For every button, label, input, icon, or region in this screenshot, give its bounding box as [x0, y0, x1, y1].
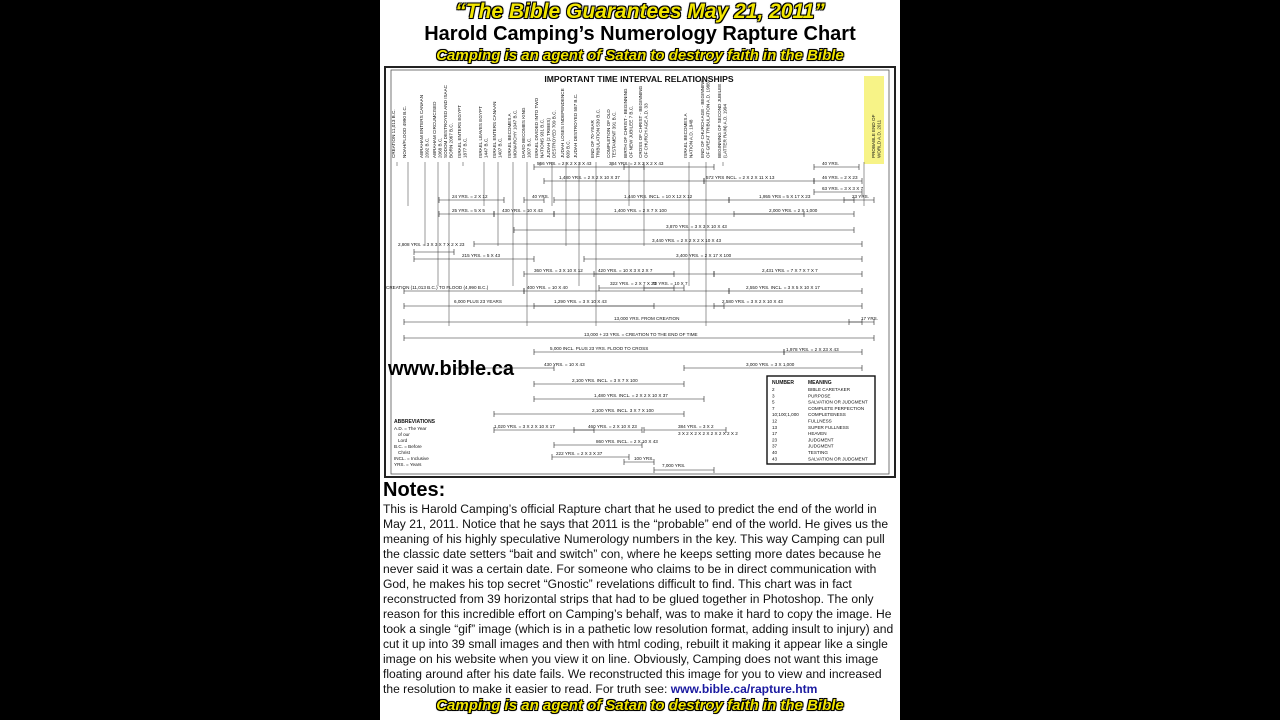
svg-text:ISRAEL BECOMES A: ISRAEL BECOMES A [507, 113, 512, 158]
interval-label-19: 3,400 YRS. = 2 X 17 X 100 [676, 253, 732, 258]
interval-label-5: 46 YRS. = 2 X 23 [822, 175, 858, 180]
svg-text:WORLD A.D. 2011: WORLD A.D. 2011 [876, 119, 882, 158]
interval-label-4: 40 YRS. [822, 161, 840, 166]
key-meaning-2: SALVATION OR JUDGMENT [808, 399, 868, 405]
interval-label-21: 360 YRS. = 3 X 10 X 12 [534, 268, 583, 273]
key-meaning-0: BIBLE CARETAKER [808, 387, 851, 392]
svg-text:BORN 2067 B.C.: BORN 2067 B.C. [448, 123, 454, 158]
interval-label-41: 2,100 YRS. INCL. 3 X 7 X 100 [592, 408, 654, 413]
notes-text: This is Harold Camping’s official Rapture chart that he used to predict the end of the world in May 21, 2011. Notice that he says that 2011 is the “probable” end of the world. He gives us the meaning of his highly speculative Numerology numbers in the key. This way Camping can pull the classic date setters “bait and switch” con, where he keeps setting more dates because he never said it was a certain date. For someone who claims to be in direct communication with God, he makes his top secret “Gnostic” revelations difficult to find. This chart was in fact reconstructed from 39 horizontal strips that had to be glued together in Photoshop. The only reason for this incredible effort on Camping’s behalf, was to make it hard to copy the image. He took a single “gif” image (which is in a pathetic low resolution format, adding insult to injury) and cut it up into 39 small images and then with html coding, rebuilt it making it appear like a single image on his website when you view it on line. Obviously, Camping does not want this image floating around after his date fails. We reconstructed this image for you to view and increased the resolution to make it easier to read. For truth see: [383, 502, 894, 696]
key-number-2: 5 [772, 399, 775, 405]
interval-label-29: 6,000 PLUS 23 YEARS [454, 299, 502, 304]
interval-label-1: 344 YRS. = 2 X 2 X 2 X 43 [609, 161, 664, 166]
interval-label-47: 222 YRS. = 2 X 3 X 37 [556, 451, 603, 456]
abbr-line-2: Lord [398, 438, 408, 443]
key-number-7: 17 [772, 431, 778, 437]
key-meaning-11: SALVATION OR JUDGMENT [808, 456, 868, 462]
abbr-line-4: Christ [398, 450, 410, 455]
event-label-13 [573, 94, 578, 158]
interval-label-0: 566 YRS. = 2 X 2 X 3 X 43 [537, 161, 592, 166]
footer-satan-banner: Camping is an agent of Satan to destroy faith in the Bible [436, 697, 844, 714]
key-meaning-7: HEAVEN [808, 431, 827, 437]
svg-text:1407 B.C.: 1407 B.C. [497, 137, 503, 158]
svg-text:(LATTER RAIN) A.D. 1994: (LATTER RAIN) A.D. 1994 [722, 103, 728, 158]
interval-label-6: 63 YRS. = 3 X 3 X 7 [822, 186, 864, 191]
key-col-meaning: MEANING [808, 380, 832, 386]
abbr-line-6: YRS. = Years [394, 462, 422, 467]
event-label-15 [606, 109, 616, 158]
interval-label-44: 384 YRS. = 3 X 2 [678, 424, 714, 429]
notes-body [383, 502, 897, 697]
key-meaning-8: JUDGMENT [808, 437, 834, 443]
svg-text:DESTROYED 709 B.C.: DESTROYED 709 B.C. [551, 110, 557, 158]
interval-label-3: 572 YRS INCL. = 2 X 2 X 11 X 13 [706, 175, 775, 180]
interval-label-38: 3,000 YRS. = 3 X 1,000 [746, 362, 795, 367]
svg-text:END OF 70-YEAR: END OF 70-YEAR [590, 120, 595, 158]
interval-label-7: 24 YRS. = 2 X 12 [452, 194, 488, 199]
interval-label-26: CREATION (11,013 B.C.) TO FLOOD (4,990 B.C.) [386, 285, 489, 290]
svg-text:BIRTH OF CHRIST - BEGINNING: BIRTH OF CHRIST - BEGINNING [623, 88, 628, 158]
svg-text:BEGINNING OF SECOND JUBILEE: BEGINNING OF SECOND JUBILEE [717, 83, 722, 158]
key-col-number: NUMBER [772, 380, 794, 386]
svg-text:ABRAHAM ENTERS CANAAN: ABRAHAM ENTERS CANAAN [419, 94, 424, 158]
key-number-5: 12 [772, 418, 778, 424]
svg-text:ISRAEL DIVIDED INTO TWO: ISRAEL DIVIDED INTO TWO [534, 97, 539, 158]
chart-heading: IMPORTANT TIME INTERVAL RELATIONSHIPS [544, 74, 734, 84]
svg-text:ISRAEL ENTERS EGYPT: ISRAEL ENTERS EGYPT [457, 105, 462, 158]
interval-label-24: 322 YRS. = 2 X 7 X 23 [610, 281, 657, 286]
svg-text:ISRAEL BECOMES A: ISRAEL BECOMES A [683, 113, 688, 158]
key-number-9: 37 [772, 443, 778, 449]
key-number-8: 23 [772, 437, 778, 443]
key-meaning-9: JUDGMENT [808, 443, 834, 449]
interval-label-11: 23 YRS. [852, 194, 870, 199]
interval-label-10: 1,955 YRS = 5 X 17 X 23 [759, 194, 811, 199]
key-number-0: 2 [772, 387, 775, 392]
interval-label-15: 2,000 YRS. = 2 X 1,000 [769, 208, 818, 213]
key-number-10: 40 [772, 450, 778, 455]
interval-label-16: 3,870 YRS. = 3 X 3 X 10 X 43 [666, 224, 727, 229]
abbr-line-1: of our [398, 432, 410, 437]
interval-label-2: 1,480 YRS. = 2 X 2 X 10 X 37 [559, 175, 620, 180]
interval-label-31: 2,580 YRS. = 3 X 2 X 10 X 43 [722, 299, 783, 304]
event-label-0 [391, 109, 396, 158]
key-number-11: 43 [772, 456, 778, 462]
numerology-key [767, 376, 875, 464]
svg-text:JUDAH DESTROYED 587 B.C.: JUDAH DESTROYED 587 B.C. [573, 93, 578, 158]
key-meaning-1: PURPOSE [808, 393, 831, 399]
event-label-8 [507, 110, 517, 158]
abbr-line-0: A.D. = The Year [394, 426, 427, 431]
svg-text:JUDAH LOSES INDEPENDENCE: JUDAH LOSES INDEPENDENCE [560, 88, 565, 158]
svg-text:SODOM DESTROYED AND ISAAC: SODOM DESTROYED AND ISAAC [443, 84, 448, 158]
svg-text:NOAH/FLOOD 4990 B.C.: NOAH/FLOOD 4990 B.C. [402, 105, 407, 158]
interval-label-30: 1,290 YRS. = 3 X 10 X 43 [554, 299, 607, 304]
svg-text:TRIBULATION 539 B.C.: TRIBULATION 539 B.C. [595, 108, 601, 158]
svg-text:NATIONS 931 B.C.: NATIONS 931 B.C. [539, 118, 545, 158]
truth-link[interactable]: www.bible.ca/rapture.htm [670, 682, 818, 696]
interval-label-25: 70 YRS. = 10 X 7 [652, 281, 688, 286]
interval-label-32: 13,000 YRS. FROM CREATION [614, 316, 680, 321]
title-satan-banner: Camping is an agent of Satan to destroy faith in the Bible [436, 47, 844, 64]
interval-label-48: 100 YRS. [634, 456, 654, 461]
interval-label-27: 400 YRS. = 10 X 40 [527, 285, 568, 290]
svg-text:CREATION 11,013 B.C.: CREATION 11,013 B.C. [391, 109, 396, 158]
interval-label-13: 430 YRS. = 10 X 43 [502, 208, 543, 213]
svg-text:2092 B.C.: 2092 B.C. [424, 137, 430, 158]
key-meaning-4: COMPLETENESS [808, 412, 846, 418]
key-number-1: 3 [772, 393, 775, 399]
svg-text:ISRAEL LEAVES EGYPT: ISRAEL LEAVES EGYPT [478, 106, 483, 158]
interval-label-8: 40 YRS. [532, 194, 550, 199]
svg-text:609 B.C.: 609 B.C. [565, 140, 571, 158]
interval-label-14: 1,400 YRS. = 2 X 7 X 100 [614, 208, 667, 213]
document-page [380, 0, 900, 720]
svg-text:ISRAEL ENTERS CANAAN: ISRAEL ENTERS CANAAN [492, 101, 497, 158]
interval-label-42: 1,020 YRS. = 3 X 2 X 10 X 17 [494, 424, 555, 429]
key-meaning-6: SUPER FULLNESS [808, 424, 849, 430]
svg-text:OF NEW JUBILEE 7 B.C.: OF NEW JUBILEE 7 B.C. [628, 105, 634, 158]
interval-label-28: 2,550 YRS. INCL. = 3 X 5 X 10 X 17 [746, 285, 820, 290]
svg-text:TESTAMENT 391 B.C.: TESTAMENT 391 B.C. [611, 111, 617, 158]
interval-label-34: 13,000 + 23 YRS. = CREATION TO THE END OF TIME [584, 332, 698, 337]
abbreviations-heading: ABBREVIATIONS [394, 419, 436, 425]
interval-label-46: 860 YRS. INCL. = 2 X 10 X 43 [596, 439, 658, 444]
interval-label-40: 1,480 YRS. INCL. = 2 X 2 X 10 X 37 [594, 393, 668, 398]
svg-text:1007 B.C.: 1007 B.C. [526, 137, 532, 158]
svg-text:PROBABLE END OF: PROBABLE END OF [871, 114, 876, 158]
interval-label-23: 2,431 YRS. = 7 X 7 X 7 X 7 [762, 268, 818, 273]
svg-text:2068 B.C.: 2068 B.C. [437, 137, 443, 158]
svg-text:DAVID BECOMES KING: DAVID BECOMES KING [521, 107, 526, 158]
interval-label-45: 3 X 2 X 2 X 2 X 2 X 2 X 2 X 2 [678, 431, 738, 436]
interval-label-17: 3,440 YRS. = 2 X 2 X 2 X 10 X 43 [652, 238, 721, 243]
interval-label-33: 17 YRS. [861, 316, 879, 321]
svg-text:MONARCHY 1047 B.C.: MONARCHY 1047 B.C. [512, 109, 518, 158]
title-guarantee: “The Bible Guarantees May 21, 2011” [455, 0, 825, 23]
svg-text:CROSS OF CHRIST - BEGINNING: CROSS OF CHRIST - BEGINNING [638, 85, 643, 158]
svg-text:ABRAHAM CIRCUMCISED: ABRAHAM CIRCUMCISED [432, 101, 437, 158]
watermark-bible-ca: www.bible.ca [388, 358, 514, 380]
interval-label-37: 430 YRS. = 10 X 43 [544, 362, 585, 367]
interval-label-49: 7,000 YRS. [662, 463, 686, 468]
svg-text:OF GREAT TRIBULATION A.D. 1988: OF GREAT TRIBULATION A.D. 1988 [705, 82, 711, 158]
event-label-21 [871, 114, 881, 158]
svg-text:JUDAH (2 TRIBES): JUDAH (2 TRIBES) [546, 118, 551, 158]
event-label-19 [700, 78, 710, 158]
abbr-line-3: B.C. = Before [394, 444, 422, 449]
svg-text:1877 B.C.: 1877 B.C. [462, 137, 468, 158]
notes-heading: Notes: [383, 479, 446, 501]
interval-label-18: 2,808 YRS. = 3 X 3 X 7 X 2 X 23 [398, 242, 465, 247]
interval-label-36: 1,978 YRS. = 2 X 23 X 43 [786, 347, 839, 352]
key-number-6: 13 [772, 424, 778, 430]
svg-text:1447 B.C.: 1447 B.C. [483, 137, 489, 158]
title-chart-name: Harold Camping’s Numerology Rapture Chart [424, 23, 856, 45]
interval-label-20: 215 YRS. = 5 X 43 [462, 253, 501, 258]
event-label-1 [402, 106, 407, 158]
svg-text:COMPLETION OF OLD: COMPLETION OF OLD [606, 109, 611, 158]
svg-text:OF CHURCH AGE A.D. 33: OF CHURCH AGE A.D. 33 [643, 103, 649, 158]
rapture-chart [384, 66, 896, 478]
key-number-3: 7 [772, 405, 775, 411]
interval-label-39: 2,100 YRS. INCL. = 3 X 7 X 100 [572, 378, 638, 383]
abbr-line-5: INCL. = Inclusive [394, 456, 429, 461]
key-meaning-3: COMPLETE PERFECTION [808, 405, 865, 411]
svg-text:END OF CHURCH AGE - BEGINNING: END OF CHURCH AGE - BEGINNING [700, 78, 705, 158]
interval-label-22: 420 YRS. = 10 X 3 X 2 X 7 [598, 268, 653, 273]
key-meaning-10: TESTING [808, 450, 828, 455]
key-meaning-5: FULLNESS [808, 418, 832, 424]
interval-label-43: 460 YRS. = 2 X 10 X 23 [588, 424, 637, 429]
svg-text:NATION A.D. 1948: NATION A.D. 1948 [688, 119, 694, 158]
key-number-4: 10;100;1,000 [772, 412, 799, 418]
interval-label-9: 1,440 YRS. INCL. = 10 X 12 X 12 [624, 194, 693, 199]
interval-label-12: 25 YRS. = 5 X 5 [452, 208, 485, 213]
interval-label-35: 5,000 INCL. PLUS 23 YRS. FLOOD TO CROSS [550, 346, 649, 351]
